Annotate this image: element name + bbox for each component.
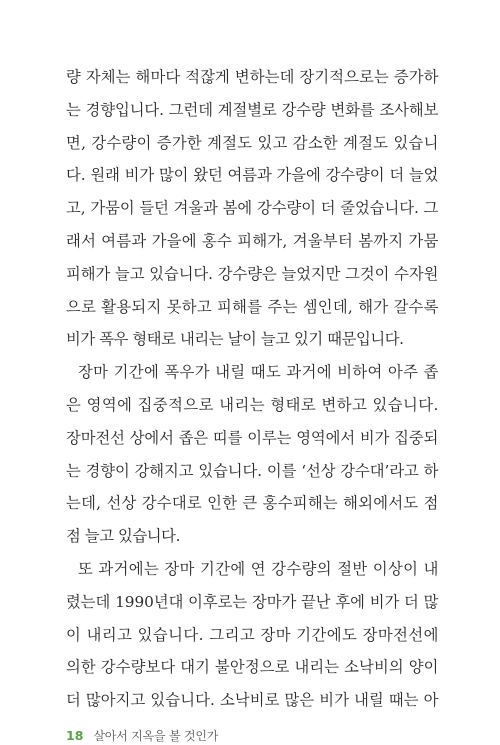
text-line: 의한 강수량보다 대기 불안정으로 내리는 소낙비의 양이 [66,658,439,677]
text-line: 렸는데 1990년대 이후로는 장마가 끝난 후에 비가 더 많 [66,592,439,611]
text-line: 또 과거에는 장마 기간에 연 강수량의 절반 이상이 내 [78,560,439,578]
text-line: 점 늘고 있습니다. [66,527,181,546]
running-title: 살아서 지옥을 볼 것인가 [93,728,219,743]
text-line: 래서 여름과 가을에 홍수 피해가, 겨울부터 봄까지 가뭄 [66,232,439,250]
text-line: 면, 강수량이 증가한 계절도 있고 감소한 계절도 있습니 [66,133,439,152]
text-line: 이 내리고 있습니다. 그리고 장마 기간에도 장마전선에 [66,625,439,644]
text-line: 피해가 늘고 있습니다. 강수량은 늘었지만 그것이 수자원 [66,264,439,283]
text-line: 는 경향입니다. 그런데 계절별로 강수량 변화를 조사해보 [66,100,439,119]
page-number: 18 [66,727,84,743]
text-line: 량 자체는 해마다 적잖게 변하는데 장기적으로는 증가하 [66,68,439,86]
text-line: 비가 폭우 형태로 내리는 날이 늘고 있기 때문입니다. [66,330,404,349]
text-line: 장마 기간에 폭우가 내릴 때도 과거에 비하여 아주 좁 [78,363,439,382]
text-line: 으로 활용되지 못하고 피해를 주는 셈인데, 해가 갈수록 [66,297,439,316]
text-line: 는데, 선상 강수대로 인한 큰 홍수피해는 해외에서도 점 [66,494,439,513]
page-footer [66,725,218,745]
text-line: 장마전선 상에서 좁은 띠를 이루는 영역에서 비가 집중되 [66,428,439,447]
text-line: 고, 가뭄이 들던 겨울과 봄에 강수량이 더 줄었습니다. 그 [66,199,439,218]
text-line: 다. 원래 비가 많이 왔던 여름과 가을에 강수량이 더 늘었 [66,166,439,185]
text-line: 더 많아지고 있습니다. 소낙비로 많은 비가 내릴 때는 아 [66,691,439,710]
text-line: 는 경향이 강해지고 있습니다. 이를 ‘선상 강수대’라고 하 [66,461,439,480]
text-line: 은 영역에 집중적으로 내리는 형태로 변하고 있습니다. [66,396,439,414]
